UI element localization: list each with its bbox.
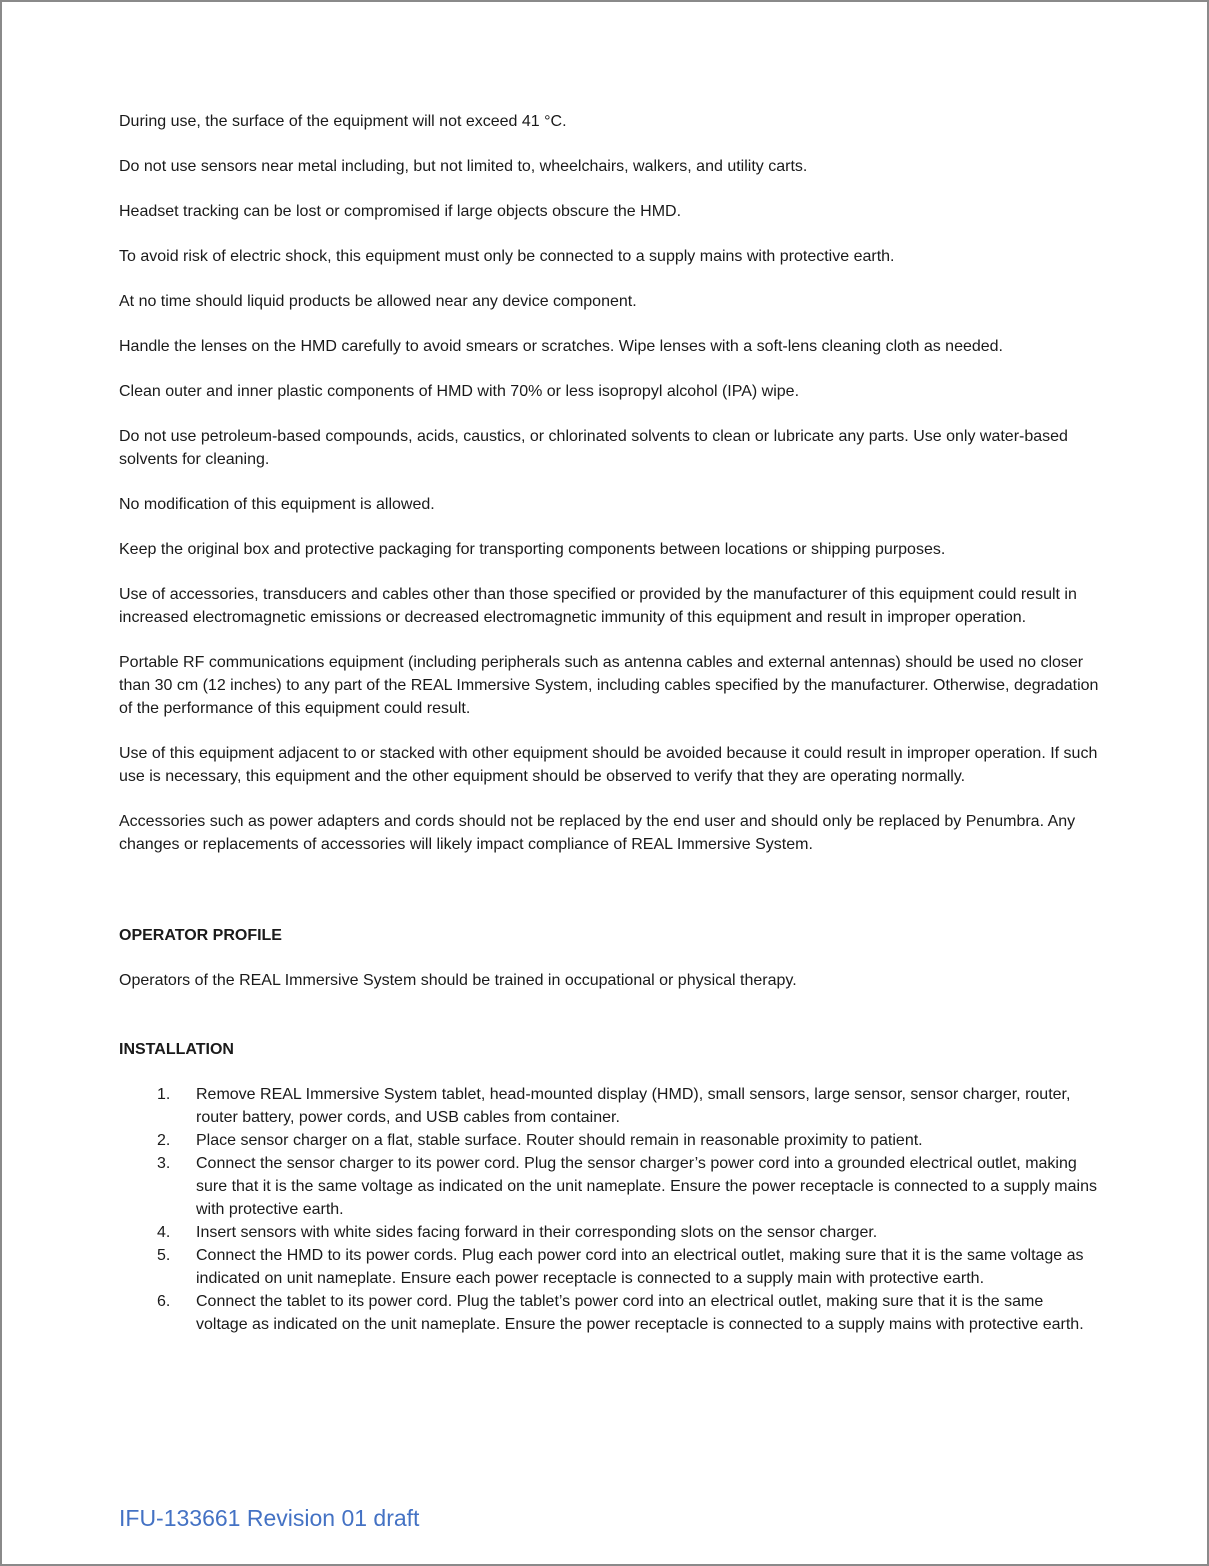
section-spacer xyxy=(119,1014,1099,1038)
step-text: Connect the HMD to its power cords. Plug each power cord into an electrical outlet, making sure that it is the same voltage as indicated on unit nameplate. Ensure each power receptacle is connected to a supply main with protective earth. xyxy=(196,1247,1084,1287)
step-text: Place sensor charger on a flat, stable surface. Router should remain in reasonable proximity to patient. xyxy=(196,1132,923,1149)
warning-paragraph: During use, the surface of the equipment will not exceed 41 °C. xyxy=(119,113,567,130)
step-number: 3. xyxy=(157,1155,171,1172)
warning-paragraph: Accessories such as power adapters and cords should not be replaced by the end user and should only be replaced by Penumbra. Any changes or replacements of accessories will likely impact compliance of REAL Immersive System. xyxy=(119,813,1076,853)
warning-paragraph: Use of this equipment adjacent to or stacked with other equipment should be avoided because it could result in improper operation. If such use is necessary, this equipment and the other equipment should be observed to verify that they are operating normally. xyxy=(119,745,1098,785)
installation-heading: INSTALLATION xyxy=(119,1041,234,1058)
warning-paragraph: Use of accessories, transducers and cables other than those specified or provided by the manufacturer of this equipment could result in increased electromagnetic emissions or decreased electromagnetic immunity of this equipment and result in improper operation. xyxy=(119,586,1077,626)
section-spacer xyxy=(119,878,1099,924)
step-text: Insert sensors with white sides facing forward in their corresponding slots on the sensor charger. xyxy=(196,1224,878,1241)
step-text: Remove REAL Immersive System tablet, head-mounted display (HMD), small sensors, large sensor, sensor charger, router, router battery, power cords, and USB cables from container. xyxy=(196,1086,1071,1126)
step-text: Connect the sensor charger to its power cord. Plug the sensor charger’s power cord into a grounded electrical outlet, making sure that it is the same voltage as indicated on the unit nameplate. Ensure the power receptacle is connected to a supply mains with protective earth. xyxy=(196,1155,1097,1218)
warning-paragraph: Do not use petroleum-based compounds, acids, caustics, or chlorinated solvents to clean or lubricate any parts. Use only water-based solvents for cleaning. xyxy=(119,428,1068,468)
warning-paragraph: Clean outer and inner plastic components of HMD with 70% or less isopropyl alcohol (IPA) wipe. xyxy=(119,383,800,400)
step-text: Connect the tablet to its power cord. Plug the tablet’s power cord into an electrical outlet, making sure that it is the same voltage as indicated on the unit nameplate. Ensure the power receptacle is connected to a supply mains with protective earth. xyxy=(196,1293,1084,1333)
installation-step xyxy=(119,1083,1099,1129)
warning-paragraph: Do not use sensors near metal including, but not limited to, wheelchairs, walkers, and utility carts. xyxy=(119,158,808,175)
installation-step xyxy=(119,1290,1099,1336)
page-content xyxy=(119,110,1099,1336)
warning-paragraph: Portable RF communications equipment (including peripherals such as antenna cables and external antennas) should be used no closer than 30 cm (12 inches) to any part of the REAL Immersive System, including cables specified by the manufacturer. Otherwise, degradation of the performance of this equipment could result. xyxy=(119,654,1099,717)
step-number: 4. xyxy=(157,1224,171,1241)
step-number: 1. xyxy=(157,1086,171,1103)
step-number: 6. xyxy=(157,1293,171,1310)
document-footer: IFU-133661 Revision 01 draft xyxy=(119,1505,420,1531)
warning-paragraph: Handle the lenses on the HMD carefully to avoid smears or scratches. Wipe lenses with a soft-lens cleaning cloth as needed. xyxy=(119,338,1003,355)
installation-step xyxy=(119,1152,1099,1221)
warning-paragraph: No modification of this equipment is allowed. xyxy=(119,496,435,513)
operator-profile-text: Operators of the REAL Immersive System should be trained in occupational or physical therapy. xyxy=(119,972,797,989)
warning-paragraph: To avoid risk of electric shock, this equipment must only be connected to a supply mains with protective earth. xyxy=(119,248,895,265)
warning-paragraph: At no time should liquid products be allowed near any device component. xyxy=(119,293,637,310)
step-number: 2. xyxy=(157,1132,171,1149)
operator-profile-heading: OPERATOR PROFILE xyxy=(119,927,282,944)
warning-paragraph: Headset tracking can be lost or compromised if large objects obscure the HMD. xyxy=(119,203,682,220)
step-number: 5. xyxy=(157,1247,171,1264)
installation-step xyxy=(119,1244,1099,1290)
warning-paragraph: Keep the original box and protective packaging for transporting components between locations or shipping purposes. xyxy=(119,541,946,558)
installation-step xyxy=(119,1129,1099,1152)
installation-steps xyxy=(119,1083,1099,1336)
installation-step xyxy=(119,1221,1099,1244)
